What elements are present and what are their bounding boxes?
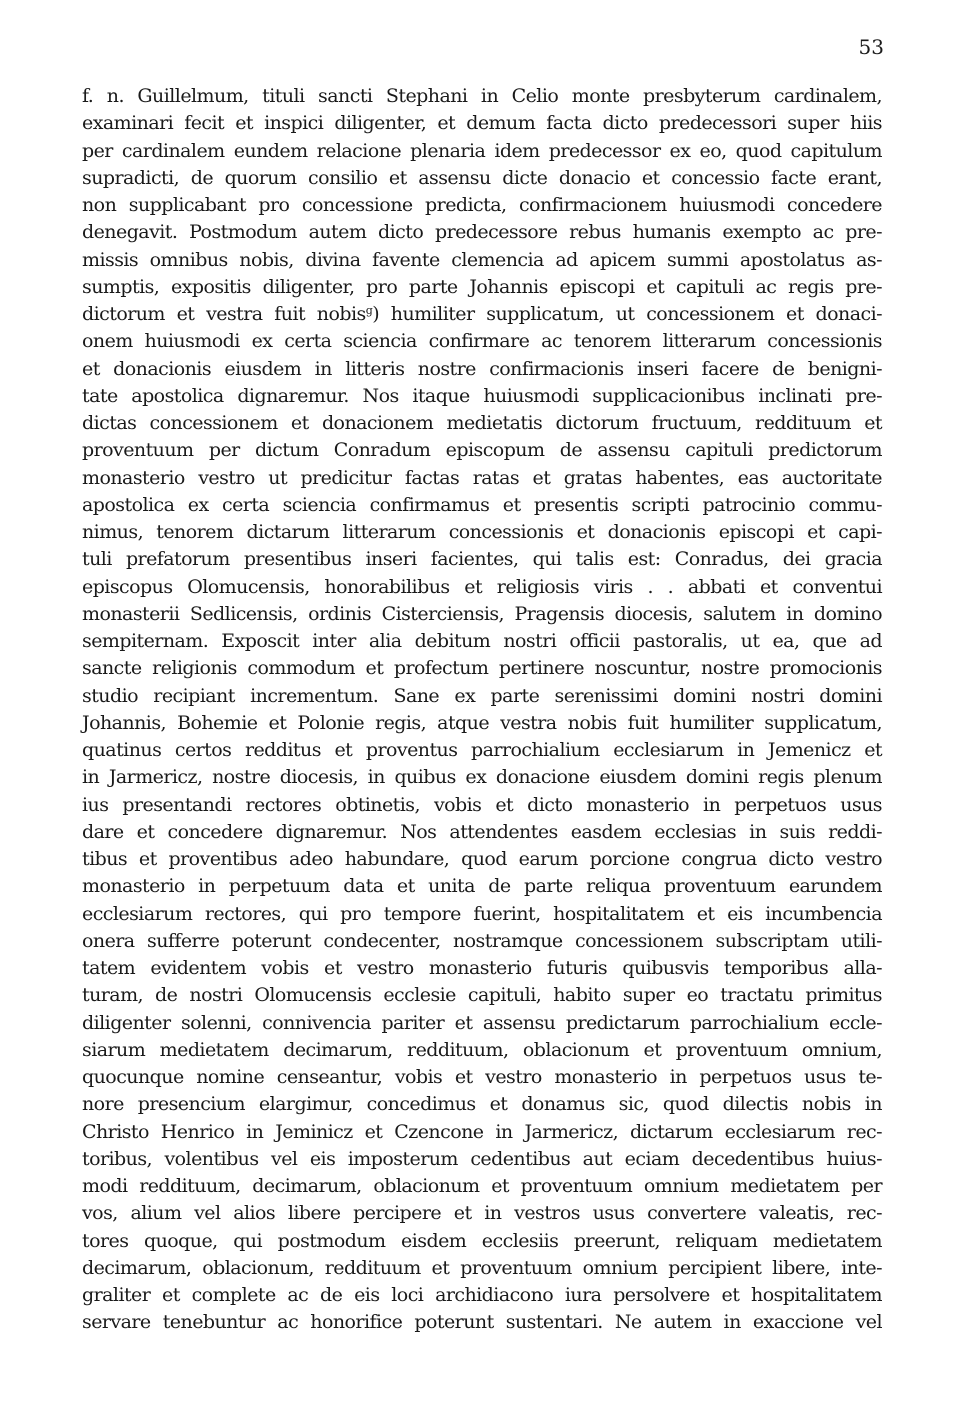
text-line-32: onera sufferre poterunt condecenter, nostramque concessionem subscriptam utili- [82,929,882,952]
text-line-14: proventuum per dictum Conradum episcopum de assensu capituli predictorum [82,439,882,462]
text-line-23: studio recipiant incrementum. Sane ex parte serenissimi domini nostri domini [82,684,882,707]
text-line-9 [82,301,882,328]
text-line-11: et donacionis eiusdem in litteris nostre confirmacionis inseri facere de benigni- [82,357,882,380]
text-line-17: nimus, tenorem dictarum litterarum concessionis et donacionis episcopi et capi- [82,521,882,543]
text-line-18: tuli prefatorum presentibus inseri facientes, qui talis est: Conradus, dei gracia [82,548,882,571]
text-line-25: quatinus certos redditus et proventus parrochialium ecclesiarum in Jemenicz et [82,739,882,761]
text-line-45: graliter et complete ac de eis loci archidiacono iura persolvere et hospitalitatem [82,1284,882,1306]
text-line-28: dare et concedere dignaremur. Nos attendentes easdem ecclesias in suis reddi- [82,820,882,843]
text-line-40: toribus, volentibus vel eis imposterum cedentibus aut eciam decedentibus huius- [82,1147,882,1170]
text-line-6: denegavit. Postmodum autem dicto predecessore rebus humanis exempto ac pre- [82,221,882,244]
text-line-21: sempiternam. Exposcit inter alia debitum nostri officii pastoralis, ut ea, que ad [82,630,882,652]
text-line-27: ius presentandi rectores obtinetis, vobis et dicto monasterio in perpetuos usus [82,793,882,816]
text-line-37: quocunque nomine censeantur, vobis et vestro monasterio in perpetuos usus te- [82,1066,882,1088]
page-number: 53 [858,35,884,59]
text-line-12: tate apostolica dignaremur. Nos itaque huiusmodi supplicacionibus inclinati pre- [82,384,882,407]
text-line-16: apostolica ex certa sciencia confirmamus et presentis scripti patrocinio commu- [82,493,882,516]
text-line-26: in Jarmericz, nostre diocesis, in quibus ex donacione eiusdem domini regis plenum [82,766,882,789]
text-line-19: episcopus Olomucensis, honorabilibus et religiosis viris . . abbati et conventui [82,575,882,598]
text-line-34: turam, de nostri Olomucensis ecclesie capituli, habito super eo tractatu primitus [82,984,882,1007]
text-line-22: sancte religionis commodum et profectum pertinere noscuntur, nostre promocionis [82,657,882,680]
text-line-35: diligenter solenni, connivencia pariter et assensu predictarum parrochialium eccle- [82,1011,882,1034]
text-line-41: modi reddituum, decimarum, oblacionum et proventuum omnium medietatem per [82,1175,882,1197]
text-line-3: per cardinalem eundem relacione plenaria idem predecessor ex eo, quod capitulum [82,139,882,162]
text-line-46: servare tenebuntur ac honorifice poterunt sustentari. Ne autem in exaccione vel [82,1311,882,1334]
text-line-2: examinari fecit et inspici diligenter, et demum facta dicto predecessori super hiis [82,112,882,135]
text-line-38: nore presencium elargimur, concedimus et donamus sic, quod dilectis nobis in [82,1093,882,1116]
text-line-8: sumptis, expositis diligenter, pro parte Johannis episcopi et capituli ac regis pre- [82,275,882,298]
text-line-7: missis omnibus nobis, divina favente clemencia ad apicem summi apostolatus as- [82,248,882,271]
text-line-36: siarum medietatem decimarum, reddituum, oblacionum et proventuum omnium, [82,1038,882,1061]
text-line-33: tatem evidentem vobis et vestro monasterio futuris quibusvis temporibus alla- [82,957,882,979]
text-line-13: dictas concessionem et donacionem medietatis dictorum fructuum, reddituum et [82,412,882,434]
footnote-marker: g [365,304,373,317]
text-line-10: onem huiusmodi ex certa sciencia confirmare ac tenorem litterarum concessionis [82,330,882,353]
text-line-44: decimarum, oblacionum, reddituum et proventuum omnium percipient libere, inte- [82,1256,882,1279]
text-line-29: tibus et proventibus adeo habundare, quod earum porcione congrua dicto vestro [82,848,882,870]
text-line-24: Johannis, Bohemie et Polonie regis, atque vestra nobis fuit humiliter supplicatum, [82,711,882,734]
text-line-1: f. n. Guillelmum, tituli sancti Stephani in Celio monte presbyterum cardinalem, [82,85,882,107]
text-line-42: vos, alium vel alios libere percipere et in vestros usus convertere valeatis, rec- [82,1202,882,1225]
body-text [82,83,882,1337]
text-line-39: Christo Henrico in Jeminicz et Czencone in Jarmericz, dictarum ecclesiarum rec- [82,1120,882,1143]
text-line-5: non supplicabant pro concessione predicta, confirmacionem huiusmodi concedere [82,194,882,216]
text-line-31: ecclesiarum rectores, qui pro tempore fuerint, hospitalitatem et eis incumbencia [82,902,882,925]
line-9-end: ) humiliter supplicatum, ut concessionem et donaci- [372,303,882,325]
text-line-15: monasterio vestro ut predicitur factas ratas et gratas habentes, eas auctoritate [82,466,882,489]
line-9-start: dictorum et vestra fuit nobis [82,303,366,325]
text-line-43: tores quoque, qui postmodum eisdem ecclesiis preerunt, reliquam medietatem [82,1229,882,1252]
text-line-30: monasterio in perpetuum data et unita de parte reliqua proventuum earundem [82,875,882,898]
text-line-20: monasterii Sedlicensis, ordinis Cisterciensis, Pragensis diocesis, salutem in domino [82,602,882,625]
text-line-4: supradicti, de quorum consilio et assensu dicte donacio et concessio facte erant, [82,166,882,189]
